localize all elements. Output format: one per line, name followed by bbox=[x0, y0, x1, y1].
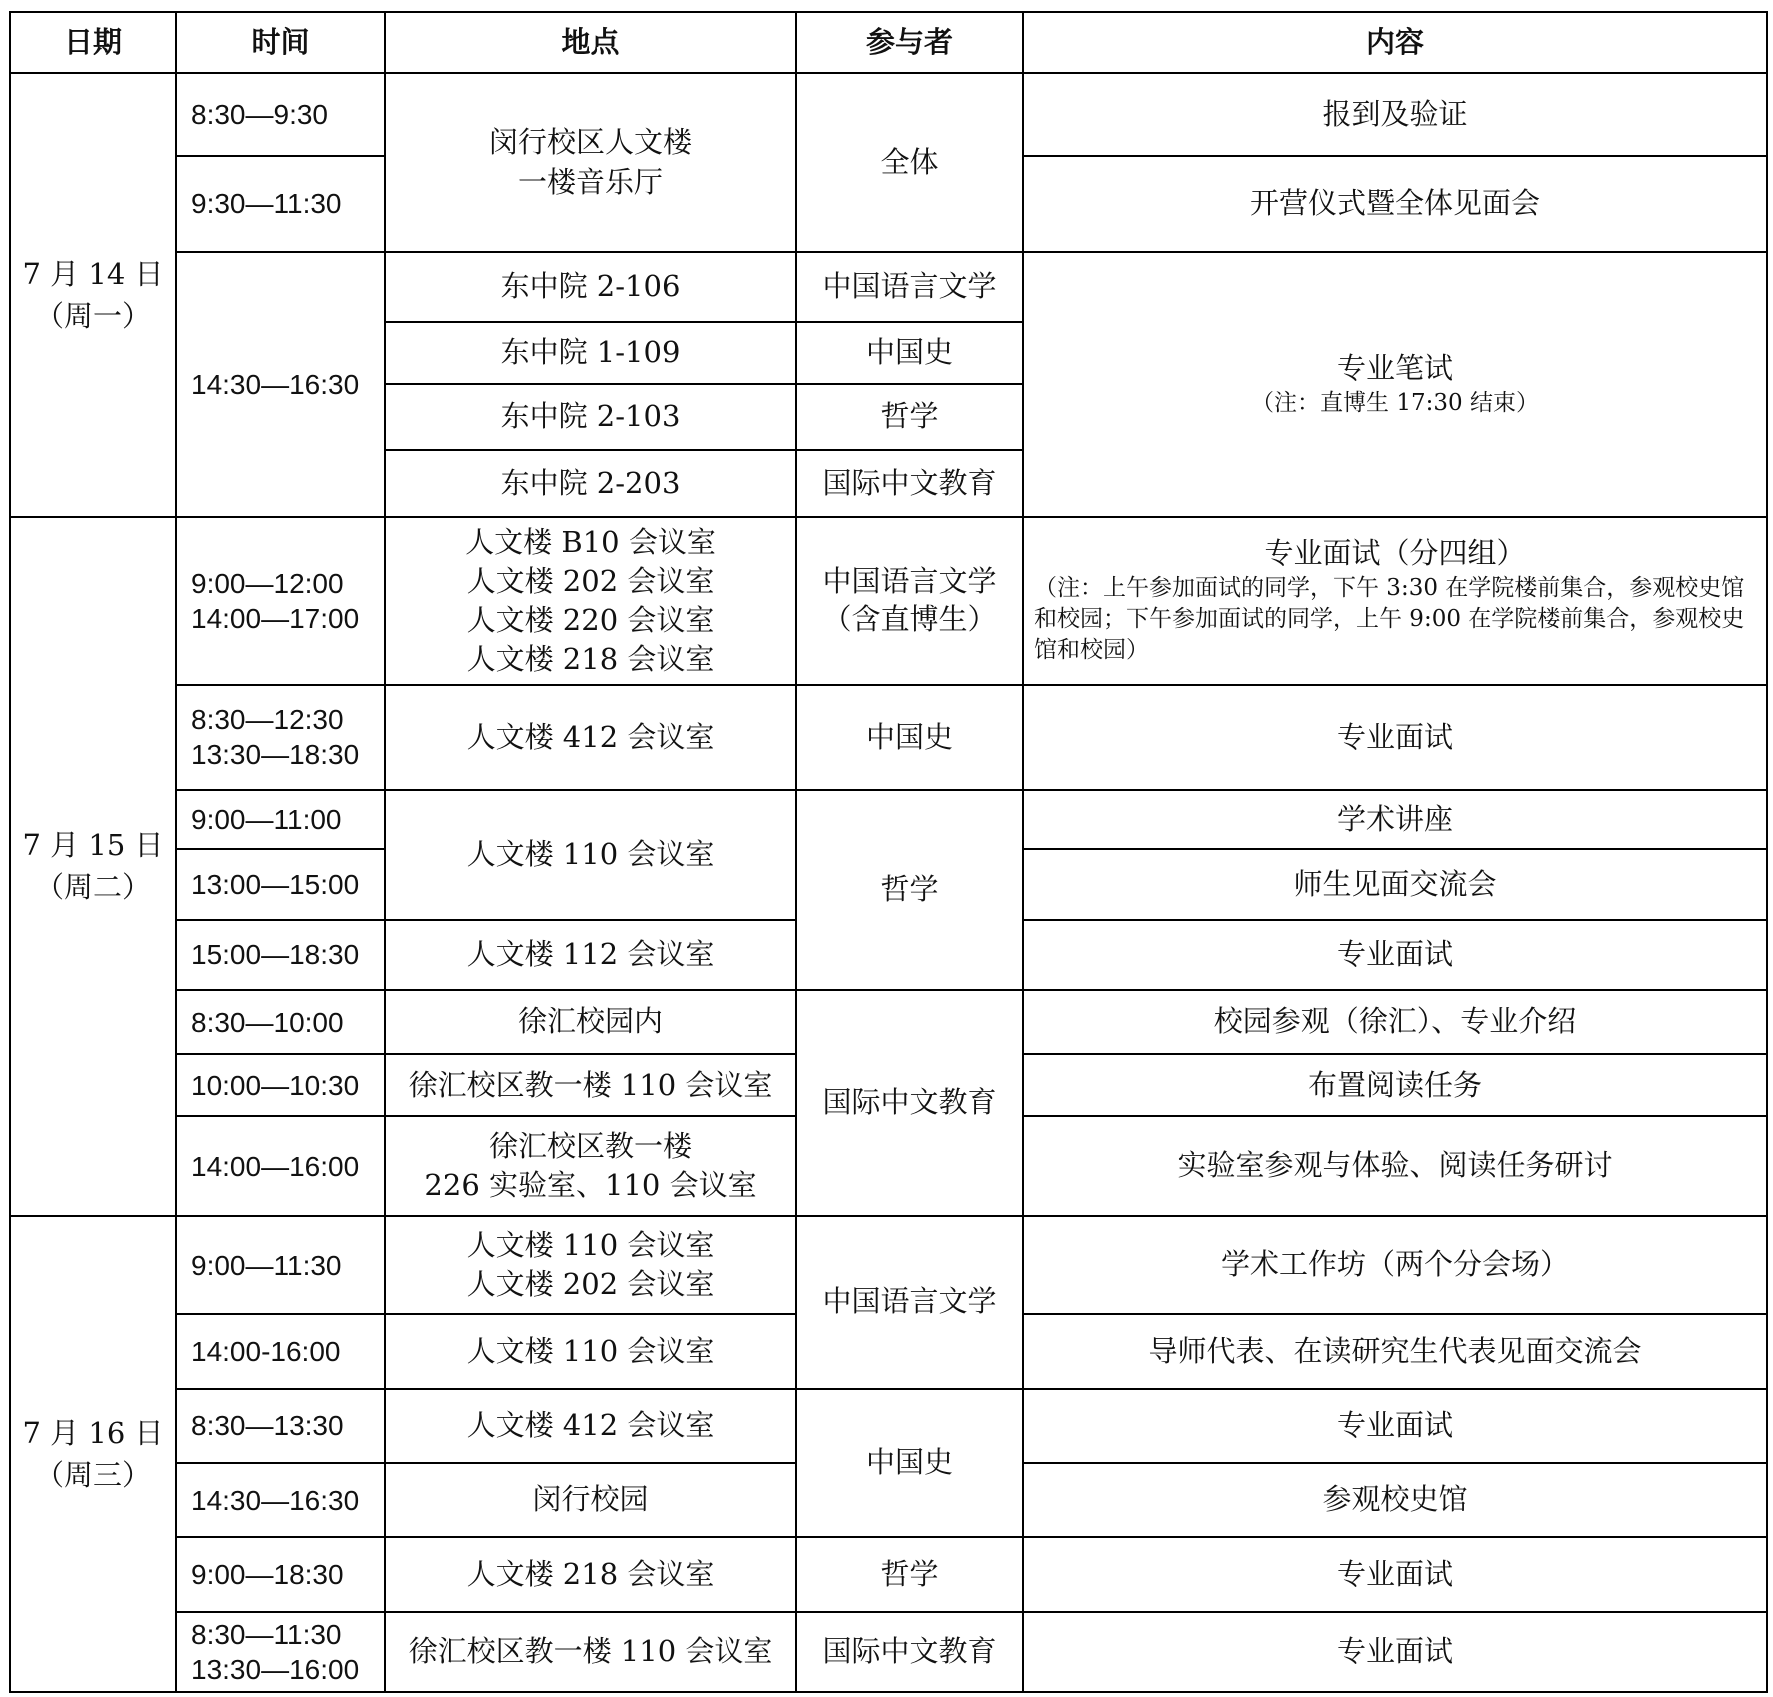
place-cell bbox=[385, 1216, 796, 1314]
participants-cell: 国际中文教育 bbox=[796, 1612, 1023, 1692]
time-cell: 8:30—10:00 bbox=[176, 990, 385, 1054]
weekday-label: （周二） bbox=[34, 870, 151, 905]
place-cell: 东中院 2-203 bbox=[385, 450, 796, 517]
content-cell: 开营仪式暨全体见面会 bbox=[1023, 156, 1767, 252]
participants-cell: 全体 bbox=[796, 73, 1023, 252]
place-line: 226 实验室、110 会议室 bbox=[424, 1168, 757, 1203]
time-line: 14:00—17:00 bbox=[191, 602, 360, 634]
content-cell: 专业面试 bbox=[1023, 920, 1767, 990]
time-cell: 8:30—13:30 bbox=[176, 1389, 385, 1463]
place-line: 一楼音乐厅 bbox=[517, 164, 663, 199]
place-line: 人文楼 202 会议室 bbox=[466, 563, 715, 598]
place-cell: 人文楼 412 会议室 bbox=[385, 1389, 796, 1463]
table-row bbox=[10, 517, 1767, 685]
time-cell: 14:00—16:00 bbox=[176, 1116, 385, 1215]
table-row bbox=[10, 1389, 1767, 1463]
time-cell bbox=[176, 1612, 385, 1692]
content-cell: 专业面试 bbox=[1023, 1612, 1767, 1692]
content-line: 专业面试（分四组） bbox=[1264, 536, 1526, 571]
table-row bbox=[10, 1216, 1767, 1314]
content-cell: 学术工作坊（两个分会场） bbox=[1023, 1216, 1767, 1314]
time-cell: 8:30—9:30 bbox=[176, 73, 385, 155]
place-cell bbox=[385, 517, 796, 685]
time-cell: 9:00—18:30 bbox=[176, 1537, 385, 1612]
table-row bbox=[10, 1537, 1767, 1612]
time-cell: 13:00—15:00 bbox=[176, 849, 385, 919]
time-line: 8:30—12:30 bbox=[191, 704, 344, 736]
table-row bbox=[10, 252, 1767, 322]
content-cell: 师生见面交流会 bbox=[1023, 849, 1767, 919]
content-cell: 报到及验证 bbox=[1023, 73, 1767, 155]
place-cell: 徐汇校区教一楼 110 会议室 bbox=[385, 1054, 796, 1116]
participants-cell: 中国语言文学 bbox=[796, 252, 1023, 322]
time-line: 8:30—11:30 bbox=[191, 1619, 342, 1651]
place-cell: 东中院 2-106 bbox=[385, 252, 796, 322]
header-content: 内容 bbox=[1023, 12, 1767, 73]
date-label: 7 月 16 日 bbox=[22, 1415, 164, 1450]
place-cell: 人文楼 218 会议室 bbox=[385, 1537, 796, 1612]
place-cell: 徐汇校区教一楼 110 会议室 bbox=[385, 1612, 796, 1692]
date-label: 7 月 15 日 bbox=[22, 828, 164, 863]
content-cell: 校园参观（徐汇）、专业介绍 bbox=[1023, 990, 1767, 1054]
time-cell: 14:30—16:30 bbox=[176, 1463, 385, 1537]
place-cell: 人文楼 112 会议室 bbox=[385, 920, 796, 990]
participants-cell: 中国史 bbox=[796, 685, 1023, 790]
place-cell bbox=[385, 1116, 796, 1215]
table-row bbox=[10, 1612, 1767, 1692]
time-cell: 9:00—11:00 bbox=[176, 790, 385, 849]
participants-cell: 国际中文教育 bbox=[796, 990, 1023, 1216]
time-cell: 14:30—16:30 bbox=[176, 252, 385, 517]
place-line: 人文楼 218 会议室 bbox=[466, 642, 715, 677]
participants-cell: 国际中文教育 bbox=[796, 450, 1023, 517]
weekday-label: （周一） bbox=[34, 299, 151, 334]
table-row bbox=[10, 790, 1767, 849]
schedule-table bbox=[9, 11, 1768, 1693]
content-note: （注：直博生 17:30 结束） bbox=[1251, 389, 1539, 416]
weekday-label: （周三） bbox=[34, 1457, 151, 1492]
place-line: 徐汇校区教一楼 bbox=[488, 1129, 692, 1164]
place-cell: 东中院 1-109 bbox=[385, 322, 796, 383]
time-cell: 15:00—18:30 bbox=[176, 920, 385, 990]
date-cell-0715 bbox=[10, 517, 176, 1216]
content-cell: 导师代表、在读研究生代表见面交流会 bbox=[1023, 1314, 1767, 1388]
time-cell: 9:00—11:30 bbox=[176, 1216, 385, 1314]
participants-cell: 中国语言文学 bbox=[796, 1216, 1023, 1389]
header-place: 地点 bbox=[385, 12, 796, 73]
participants-line: 中国语言文学 bbox=[822, 564, 997, 599]
time-line: 13:30—18:30 bbox=[191, 739, 360, 771]
content-cell: 参观校史馆 bbox=[1023, 1463, 1767, 1537]
content-cell bbox=[1023, 252, 1767, 517]
content-cell: 专业面试 bbox=[1023, 1389, 1767, 1463]
place-cell: 人文楼 412 会议室 bbox=[385, 685, 796, 790]
date-label: 7 月 14 日 bbox=[22, 257, 164, 292]
content-cell: 布置阅读任务 bbox=[1023, 1054, 1767, 1116]
content-cell: 专业面试 bbox=[1023, 1537, 1767, 1612]
participants-cell bbox=[796, 517, 1023, 685]
time-cell: 10:00—10:30 bbox=[176, 1054, 385, 1116]
place-cell: 闵行校园 bbox=[385, 1463, 796, 1537]
header-participants: 参与者 bbox=[796, 12, 1023, 73]
time-line: 13:30—16:00 bbox=[191, 1654, 360, 1686]
date-cell-0714 bbox=[10, 73, 176, 517]
time-cell: 9:30—11:30 bbox=[176, 156, 385, 252]
place-cell: 人文楼 110 会议室 bbox=[385, 1314, 796, 1388]
time-cell bbox=[176, 517, 385, 685]
participants-cell: 哲学 bbox=[796, 384, 1023, 450]
header-time: 时间 bbox=[176, 12, 385, 73]
time-line: 9:00—12:00 bbox=[191, 567, 344, 599]
date-cell-0716 bbox=[10, 1216, 176, 1692]
content-cell: 学术讲座 bbox=[1023, 790, 1767, 849]
participants-cell: 哲学 bbox=[796, 790, 1023, 990]
header-row bbox=[10, 12, 1767, 73]
time-cell bbox=[176, 685, 385, 790]
content-cell: 专业面试 bbox=[1023, 685, 1767, 790]
content-cell bbox=[1023, 517, 1767, 685]
participants-line: （含直博生） bbox=[822, 601, 997, 636]
content-line: 专业笔试 bbox=[1336, 351, 1453, 386]
table-row bbox=[10, 685, 1767, 790]
place-cell: 人文楼 110 会议室 bbox=[385, 790, 796, 920]
place-line: 人文楼 202 会议室 bbox=[466, 1267, 715, 1302]
place-cell: 徐汇校园内 bbox=[385, 990, 796, 1054]
header-date: 日期 bbox=[10, 12, 176, 73]
place-cell bbox=[385, 73, 796, 252]
place-cell: 东中院 2-103 bbox=[385, 384, 796, 450]
time-cell: 14:00-16:00 bbox=[176, 1314, 385, 1388]
participants-cell: 哲学 bbox=[796, 1537, 1023, 1612]
table-row bbox=[10, 73, 1767, 155]
place-line: 闵行校区人文楼 bbox=[488, 125, 692, 160]
content-note: （注：上午参加面试的同学，下午 3:30 在学院楼前集合，参观校史馆和校园；下午参加面试的同学，上午 9:00 在学院楼前集合，参观校史馆和校园） bbox=[1034, 575, 1745, 664]
table-row bbox=[10, 990, 1767, 1054]
content-cell: 实验室参观与体验、阅读任务研讨 bbox=[1023, 1116, 1767, 1215]
participants-cell: 中国史 bbox=[796, 322, 1023, 383]
participants-cell: 中国史 bbox=[796, 1389, 1023, 1538]
place-line: 人文楼 110 会议室 bbox=[466, 1227, 715, 1262]
place-line: 人文楼 B10 会议室 bbox=[465, 524, 716, 559]
place-line: 人文楼 220 会议室 bbox=[466, 602, 715, 637]
